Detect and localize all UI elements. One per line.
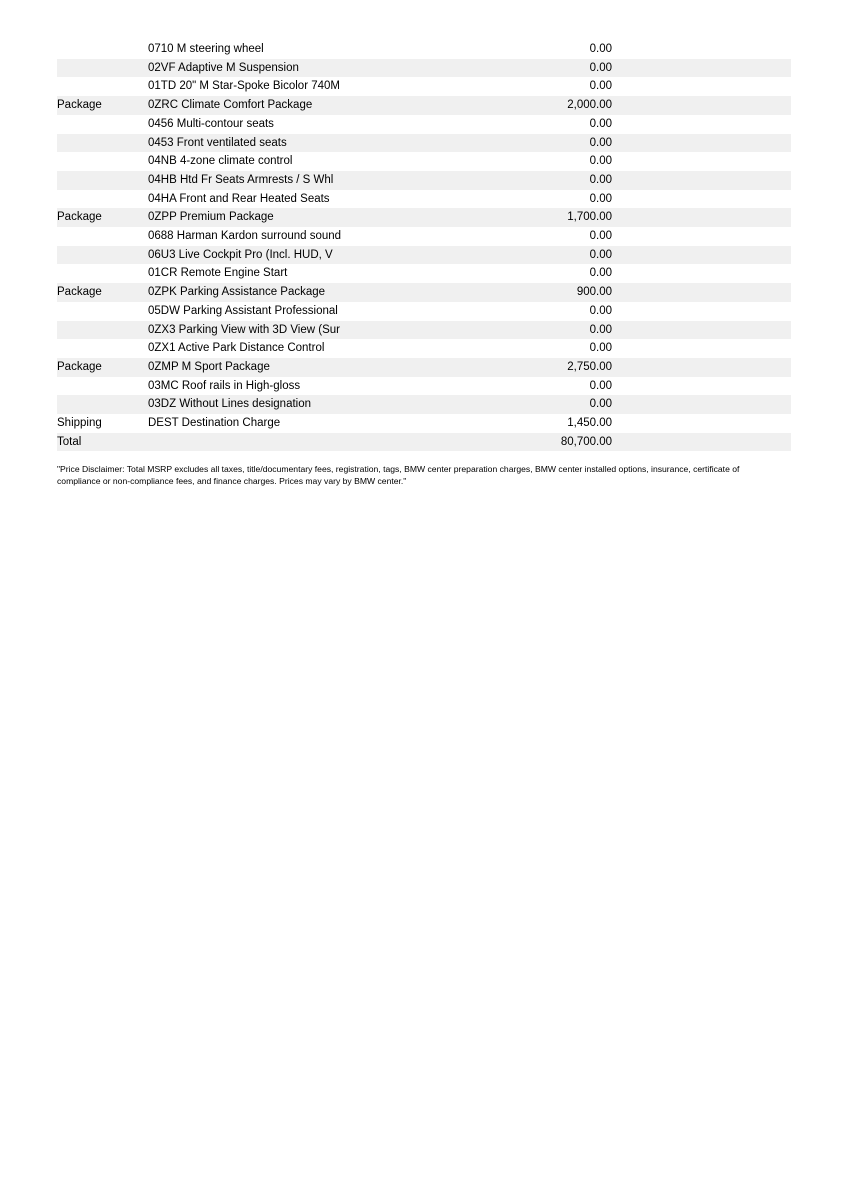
row-item-cell: 0453 Front ventilated seats: [148, 136, 287, 149]
row-spacer-cell: [612, 358, 791, 377]
row-item-cell: 01CR Remote Engine Start: [148, 267, 288, 280]
row-item-cell: 0688 Harman Kardon surround sound: [148, 230, 342, 243]
row-category-cell: Total: [57, 435, 82, 448]
row-category-cell: [57, 59, 148, 78]
row-price-cell: 0.00: [589, 230, 612, 243]
row-price-cell: 0.00: [589, 117, 612, 130]
row-spacer-cell: [612, 115, 791, 134]
row-price-cell: 0.00: [589, 398, 612, 411]
table-row: [57, 246, 791, 265]
row-spacer-cell: [612, 40, 791, 59]
row-spacer-cell: [612, 433, 791, 452]
row-category-cell: [57, 40, 148, 59]
row-category-cell: Package: [57, 211, 102, 224]
row-spacer-cell: [612, 414, 791, 433]
row-price-cell: 0.00: [589, 323, 612, 336]
vehicle-options-table: [57, 40, 791, 451]
row-category-cell: [57, 264, 148, 283]
row-category-cell: [57, 377, 148, 396]
table-row: [57, 40, 791, 59]
row-item-cell: 0ZX3 Parking View with 3D View (Sur: [148, 323, 340, 336]
row-price-cell: 0.00: [589, 80, 612, 93]
row-price-cell: 0.00: [589, 267, 612, 280]
row-price-cell: 0.00: [589, 248, 612, 261]
row-category-cell: [57, 171, 148, 190]
table-row: [57, 171, 791, 190]
table-row: [57, 96, 791, 115]
table-row: [57, 227, 791, 246]
row-item-cell: 02VF Adaptive M Suspension: [148, 61, 299, 74]
row-category-cell: [57, 321, 148, 340]
row-item-cell: 03DZ Without Lines designation: [148, 398, 312, 411]
row-category-cell: [57, 227, 148, 246]
row-item-cell: 0ZX1 Active Park Distance Control: [148, 342, 325, 355]
row-spacer-cell: [612, 264, 791, 283]
row-category-cell: [57, 395, 148, 414]
row-spacer-cell: [612, 171, 791, 190]
row-spacer-cell: [612, 190, 791, 209]
row-price-cell: 2,000.00: [567, 99, 612, 112]
row-item-cell: [148, 433, 458, 452]
row-item-cell: 0ZMP M Sport Package: [148, 360, 270, 373]
row-item-cell: 0ZPK Parking Assistance Package: [148, 286, 326, 299]
row-category-cell: [57, 152, 148, 171]
document-page: [57, 40, 791, 487]
table-row: [57, 77, 791, 96]
row-item-cell: 04NB 4-zone climate control: [148, 155, 293, 168]
table-row: [57, 264, 791, 283]
row-price-cell: 1,450.00: [567, 417, 612, 430]
row-item-cell: 01TD 20" M Star-Spoke Bicolor 740M: [148, 80, 340, 93]
row-spacer-cell: [612, 152, 791, 171]
row-item-cell: 0ZRC Climate Comfort Package: [148, 99, 313, 112]
row-item-cell: 04HB Htd Fr Seats Armrests / S Whl: [148, 173, 334, 186]
row-category-cell: [57, 134, 148, 153]
row-price-cell: 0.00: [589, 173, 612, 186]
table-row: [57, 134, 791, 153]
row-category-cell: [57, 246, 148, 265]
row-spacer-cell: [612, 208, 791, 227]
row-item-cell: 0710 M steering wheel: [148, 43, 264, 55]
row-price-cell: 0.00: [589, 61, 612, 74]
row-item-cell: 03MC Roof rails in High-gloss: [148, 379, 301, 392]
table-row: [57, 414, 791, 433]
row-spacer-cell: [612, 246, 791, 265]
row-category-cell: [57, 115, 148, 134]
row-category-cell: [57, 190, 148, 209]
row-category-cell: [57, 302, 148, 321]
row-price-cell: 80,700.00: [560, 435, 612, 448]
row-item-cell: DEST Destination Charge: [148, 417, 281, 430]
table-row: [57, 302, 791, 321]
row-spacer-cell: [612, 134, 791, 153]
row-spacer-cell: [612, 59, 791, 78]
row-category-cell: Package: [57, 99, 102, 112]
row-price-cell: 2,750.00: [567, 360, 612, 373]
table-row: [57, 152, 791, 171]
row-spacer-cell: [612, 227, 791, 246]
row-category-cell: [57, 77, 148, 96]
row-spacer-cell: [612, 339, 791, 358]
row-price-cell: 0.00: [589, 155, 612, 168]
table-row: [57, 377, 791, 396]
row-price-cell: 0.00: [589, 342, 612, 355]
row-price-cell: 0.00: [589, 136, 612, 149]
table-row: [57, 433, 791, 452]
row-price-cell: 900.00: [576, 286, 612, 299]
row-spacer-cell: [612, 377, 791, 396]
row-item-cell: 0ZPP Premium Package: [148, 211, 274, 224]
table-row: [57, 190, 791, 209]
table-row: [57, 115, 791, 134]
row-category-cell: Package: [57, 360, 102, 373]
row-spacer-cell: [612, 321, 791, 340]
row-price-cell: 0.00: [589, 192, 612, 205]
price-disclaimer: "Price Disclaimer: Total MSRP excludes all taxes, title/documentary fees, registration, tags, BMW center preparation charges, BMW center installed options, insurance, certificate of compliance or non-compliance fees, and finance charges. Prices may vary by BMW center.": [57, 464, 740, 486]
row-price-cell: 0.00: [589, 379, 612, 392]
row-category-cell: Package: [57, 286, 102, 299]
table-row: [57, 208, 791, 227]
row-category-cell: Shipping: [57, 417, 102, 430]
row-item-cell: 04HA Front and Rear Heated Seats: [148, 192, 330, 205]
table-row: [57, 321, 791, 340]
table-row: [57, 395, 791, 414]
row-spacer-cell: [612, 395, 791, 414]
options-table-body: [57, 40, 791, 451]
table-row: [57, 59, 791, 78]
row-spacer-cell: [612, 77, 791, 96]
row-spacer-cell: [612, 302, 791, 321]
table-row: [57, 339, 791, 358]
table-row: [57, 283, 791, 302]
row-item-cell: 05DW Parking Assistant Professional: [148, 304, 338, 317]
row-spacer-cell: [612, 283, 791, 302]
row-item-cell: 0456 Multi-contour seats: [148, 117, 274, 130]
row-item-cell: 06U3 Live Cockpit Pro (Incl. HUD, V: [148, 248, 333, 261]
row-price-cell: 0.00: [589, 43, 612, 55]
row-price-cell: 0.00: [589, 304, 612, 317]
row-spacer-cell: [612, 96, 791, 115]
row-category-cell: [57, 339, 148, 358]
row-price-cell: 1,700.00: [567, 211, 612, 224]
table-row: [57, 358, 791, 377]
